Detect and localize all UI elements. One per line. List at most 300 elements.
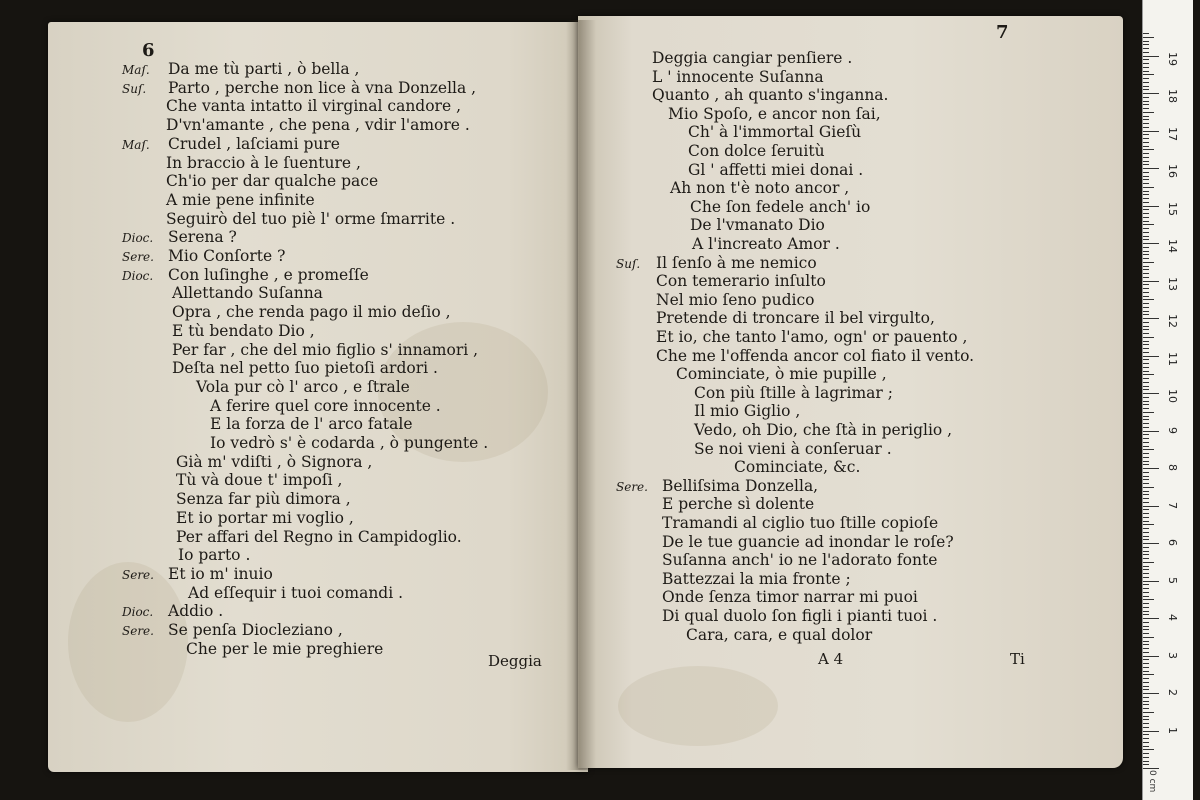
verse-line: Belliſsima Donzella, bbox=[662, 476, 819, 495]
verse-line: A l'increato Amor . bbox=[692, 235, 840, 253]
ruler-tick bbox=[1143, 764, 1149, 765]
ruler-tick bbox=[1143, 532, 1149, 533]
ruler-tick bbox=[1143, 37, 1154, 38]
ruler-tick bbox=[1143, 224, 1154, 225]
ruler-tick bbox=[1143, 734, 1149, 735]
verse-line: Addio . bbox=[168, 602, 224, 621]
verse-line: Con più ſtille à lagrimar ; bbox=[694, 383, 893, 402]
ruler-tick bbox=[1143, 746, 1149, 747]
ruler-tick bbox=[1143, 209, 1149, 210]
ruler-tick bbox=[1143, 352, 1149, 353]
ruler-tick bbox=[1143, 386, 1149, 387]
speaker-label: Sere. bbox=[122, 624, 154, 638]
ruler-tick bbox=[1143, 307, 1149, 308]
ruler-tick bbox=[1143, 337, 1154, 338]
verse-line: Il ſenſo à me nemico bbox=[656, 253, 817, 272]
ruler-tick bbox=[1143, 67, 1149, 68]
ruler-tick bbox=[1143, 543, 1159, 544]
verse-line: Crudel , laſciami pure bbox=[168, 134, 340, 153]
verse-line: Vedo, oh Dio, che ſtà in periglio , bbox=[694, 421, 953, 439]
ruler-tick bbox=[1143, 389, 1149, 390]
ruler-tick bbox=[1143, 682, 1149, 683]
ruler-tick bbox=[1143, 393, 1159, 394]
ruler-number: 6 bbox=[1166, 539, 1179, 546]
verse-line: Che ſon fedele anch' io bbox=[690, 197, 871, 216]
speaker-label: Sere. bbox=[122, 250, 154, 264]
ruler-tick bbox=[1143, 281, 1159, 282]
ruler-tick bbox=[1143, 78, 1149, 79]
speaker-label: Sere. bbox=[616, 479, 648, 494]
ruler-tick bbox=[1143, 104, 1149, 105]
ruler-tick bbox=[1143, 168, 1159, 169]
ruler-tick bbox=[1143, 588, 1149, 589]
paper-stain bbox=[68, 562, 188, 722]
ruler-number: 15 bbox=[1166, 201, 1179, 216]
ruler-tick bbox=[1143, 566, 1149, 567]
ruler-tick bbox=[1143, 599, 1154, 600]
verse-line: Et io, che tanto l'amo, ogn' or pauento , bbox=[656, 328, 968, 346]
verse-line: Di qual duolo ſon figli i pianti tuoi . bbox=[662, 607, 938, 625]
ruler-tick bbox=[1143, 416, 1149, 417]
ruler-tick bbox=[1143, 303, 1149, 304]
ruler-tick bbox=[1143, 569, 1149, 570]
ruler-tick bbox=[1143, 592, 1149, 593]
ruler-tick bbox=[1143, 524, 1154, 525]
ruler-tick bbox=[1143, 153, 1149, 154]
ruler-tick bbox=[1143, 108, 1149, 109]
verse-line: Serena ? bbox=[168, 228, 237, 247]
ruler-tick bbox=[1143, 262, 1154, 263]
ruler-tick bbox=[1143, 172, 1149, 173]
ruler-tick bbox=[1143, 442, 1149, 443]
speaker-label: Maſ. bbox=[122, 137, 150, 152]
ruler-tick bbox=[1143, 716, 1149, 717]
ruler-tick bbox=[1143, 273, 1149, 274]
ruler-tick bbox=[1143, 461, 1149, 462]
ruler-tick bbox=[1143, 656, 1159, 657]
ruler-tick bbox=[1143, 86, 1149, 87]
ruler-tick bbox=[1143, 247, 1149, 248]
ruler-tick bbox=[1143, 187, 1154, 188]
ruler-tick bbox=[1143, 344, 1149, 345]
ruler-number: 12 bbox=[1166, 314, 1179, 328]
ruler-tick bbox=[1143, 292, 1149, 293]
right-page-number: 7 bbox=[996, 22, 1009, 43]
verse-line: Mio Spoſo, e ancor non ſai, bbox=[668, 104, 881, 123]
ruler-tick bbox=[1143, 322, 1149, 323]
ruler-tick bbox=[1143, 652, 1149, 653]
ruler-tick bbox=[1143, 611, 1149, 612]
ruler-tick bbox=[1143, 401, 1149, 402]
ruler-tick bbox=[1143, 667, 1149, 668]
ruler-tick bbox=[1143, 146, 1149, 147]
ruler-tick bbox=[1143, 596, 1149, 597]
verse-line: Battezzai la mia fronte ; bbox=[662, 569, 851, 588]
ruler-tick bbox=[1143, 483, 1149, 484]
verse-line: Tù và doue t' impoſi , bbox=[176, 471, 343, 490]
verse-line: Ah non t'è noto ancor , bbox=[670, 179, 850, 198]
ruler-tick bbox=[1143, 89, 1149, 90]
ruler-tick bbox=[1143, 299, 1154, 300]
ruler-number: 11 bbox=[1166, 351, 1179, 366]
ruler-tick bbox=[1143, 97, 1149, 98]
verse-line: Et io portar mi voglio , bbox=[176, 508, 354, 527]
ruler-tick bbox=[1143, 243, 1159, 244]
verse-line: Io parto . bbox=[178, 546, 251, 565]
ruler-tick bbox=[1143, 258, 1149, 259]
ruler-tick bbox=[1143, 191, 1149, 192]
ruler-tick bbox=[1143, 161, 1149, 162]
ruler-tick bbox=[1143, 93, 1159, 94]
ruler-tick bbox=[1143, 712, 1154, 713]
ruler-tick bbox=[1143, 266, 1149, 267]
speaker-label: Sere. bbox=[122, 567, 154, 582]
ruler-tick bbox=[1143, 367, 1149, 368]
speaker-label: Suſ. bbox=[616, 256, 641, 271]
verse-line: Se penſa Diocleziano , bbox=[168, 621, 343, 639]
ruler-tick bbox=[1143, 269, 1149, 270]
ruler-tick bbox=[1143, 82, 1149, 83]
ruler-tick bbox=[1143, 562, 1154, 563]
ruler-tick bbox=[1143, 239, 1149, 240]
ruler-number: 8 bbox=[1166, 464, 1179, 471]
ruler-tick bbox=[1143, 251, 1149, 252]
verse-line: E la forza de l' arco fatale bbox=[210, 415, 413, 434]
ruler-tick bbox=[1143, 749, 1154, 750]
ruler-tick bbox=[1143, 431, 1159, 432]
ruler-tick bbox=[1143, 202, 1149, 203]
ruler-tick bbox=[1143, 427, 1149, 428]
ruler-tick bbox=[1143, 382, 1149, 383]
ruler-tick bbox=[1143, 622, 1149, 623]
ruler-tick bbox=[1143, 674, 1154, 675]
ruler-tick bbox=[1143, 123, 1149, 124]
verse-line: Seguirò del tuo piè l' orme ſmarrite . bbox=[166, 209, 456, 228]
ruler-tick bbox=[1143, 472, 1149, 473]
verse-line: E perche sì dolente bbox=[662, 495, 815, 514]
ruler-tick bbox=[1143, 686, 1149, 687]
ruler-tick bbox=[1143, 629, 1149, 630]
verse-line: Ch' à l'immortal Gieſù bbox=[688, 123, 862, 142]
ruler-tick bbox=[1143, 341, 1149, 342]
ruler-tick bbox=[1143, 536, 1149, 537]
ruler-tick bbox=[1143, 464, 1149, 465]
verse-line: L ' innocente Suſanna bbox=[652, 67, 824, 86]
ruler-tick bbox=[1143, 232, 1149, 233]
ruler-tick bbox=[1143, 63, 1149, 64]
verse-line: A mie pene infinite bbox=[166, 190, 315, 209]
ruler-tick bbox=[1143, 581, 1159, 582]
ruler-tick bbox=[1143, 678, 1149, 679]
ruler-number: 7 bbox=[1166, 501, 1179, 509]
verse-line: Che vanta intatto il virginal candore , bbox=[166, 97, 461, 116]
verse-line: In braccio à le ſuenture , bbox=[166, 153, 361, 172]
ruler-tick bbox=[1143, 727, 1149, 728]
ruler-tick bbox=[1143, 408, 1149, 409]
verse-line: Che per le mie preghiere bbox=[186, 639, 384, 658]
verse-line: Tramandi al ciglio tuo ſtille copioſe bbox=[662, 514, 939, 532]
ruler-tick bbox=[1143, 329, 1149, 330]
ruler-tick bbox=[1143, 314, 1149, 315]
ruler-tick bbox=[1143, 487, 1154, 488]
ruler-tick bbox=[1143, 633, 1149, 634]
left-page-number: 6 bbox=[142, 40, 155, 61]
speaker-label: Maſ. bbox=[122, 63, 150, 77]
ruler-tick bbox=[1143, 277, 1149, 278]
ruler-tick bbox=[1143, 603, 1149, 604]
ruler-tick bbox=[1143, 506, 1159, 507]
ruler-tick bbox=[1143, 648, 1149, 649]
left-catchword: Deggia bbox=[488, 652, 542, 670]
ruler-tick bbox=[1143, 71, 1149, 72]
ruler-tick bbox=[1143, 494, 1149, 495]
ruler-tick bbox=[1143, 517, 1149, 518]
ruler-tick bbox=[1143, 194, 1149, 195]
verse-line: Il mio Giglio , bbox=[694, 402, 801, 421]
verse-line: Cominciate, &c. bbox=[734, 458, 861, 477]
ruler-tick bbox=[1143, 641, 1149, 642]
ruler-tick bbox=[1143, 318, 1159, 319]
ruler-tick bbox=[1143, 423, 1149, 424]
verse-line: Con luſinghe , e promeſſe bbox=[168, 265, 369, 284]
ruler-tick bbox=[1143, 183, 1149, 184]
ruler-tick bbox=[1143, 236, 1149, 237]
verse-line: Parto , perche non lice à vna Donzella , bbox=[168, 78, 477, 97]
ruler-tick bbox=[1143, 48, 1149, 49]
ruler-tick bbox=[1143, 738, 1149, 739]
ruler-tick bbox=[1143, 453, 1149, 454]
ruler-tick bbox=[1143, 33, 1149, 34]
ruler-tick bbox=[1143, 607, 1149, 608]
verse-line: Deggia cangiar penſiere . bbox=[652, 49, 853, 67]
right-signature: A 4 bbox=[818, 650, 844, 668]
ruler-tick bbox=[1143, 52, 1149, 53]
verse-line: Cara, cara, e qual dolor bbox=[686, 625, 873, 644]
verse-line: E tù bendato Dio , bbox=[172, 321, 315, 340]
ruler-tick bbox=[1143, 491, 1149, 492]
ruler-tick bbox=[1143, 708, 1149, 709]
ruler-tick bbox=[1143, 142, 1149, 143]
verse-line: Allettando Suſanna bbox=[172, 284, 323, 303]
ruler-tick bbox=[1143, 157, 1149, 158]
ruler-tick bbox=[1143, 539, 1149, 540]
verse-line: Con temerario inſulto bbox=[656, 272, 826, 291]
book-gutter bbox=[566, 20, 596, 770]
ruler-tick bbox=[1143, 509, 1149, 510]
ruler-tick bbox=[1143, 296, 1149, 297]
ruler-tick bbox=[1143, 348, 1149, 349]
ruler-tick bbox=[1143, 498, 1149, 499]
verse-line: Suſanna anch' io ne l'adorato fonte bbox=[662, 551, 938, 570]
verse-line: Che me l'offenda ancor col fiato il vento. bbox=[656, 346, 975, 365]
ruler-tick bbox=[1143, 41, 1149, 42]
verse-line: Pretende di troncare il bel virgulto, bbox=[656, 309, 935, 328]
ruler-tick bbox=[1143, 311, 1149, 312]
verse-line: Già m' vdiſti , ò Signora , bbox=[176, 452, 373, 471]
verse-line: D'vn'amante , che pena , vdir l'amore . bbox=[166, 116, 470, 135]
ruler-tick bbox=[1143, 547, 1149, 548]
verse-line: A ferire quel core innocente . bbox=[210, 396, 441, 415]
ruler-tick bbox=[1143, 149, 1154, 150]
ruler-tick bbox=[1143, 112, 1154, 113]
ruler-tick bbox=[1143, 131, 1159, 132]
ruler-tick bbox=[1143, 521, 1149, 522]
ruler-tick bbox=[1143, 659, 1149, 660]
ruler-number: 14 bbox=[1166, 239, 1179, 253]
ruler-tick bbox=[1143, 179, 1149, 180]
ruler-tick bbox=[1143, 221, 1149, 222]
ruler-tick bbox=[1143, 513, 1149, 514]
ruler-tick bbox=[1143, 584, 1149, 585]
ruler-number: 17 bbox=[1166, 126, 1179, 141]
ruler-tick bbox=[1143, 363, 1149, 364]
verse-line: Vola pur cò l' arco , e ſtrale bbox=[196, 377, 410, 396]
ruler-tick bbox=[1143, 663, 1149, 664]
ruler-tick bbox=[1143, 558, 1149, 559]
ruler-tick bbox=[1143, 326, 1149, 327]
ruler-tick bbox=[1143, 333, 1149, 334]
speaker-label: Dioc. bbox=[122, 231, 154, 246]
ruler-number: 9 bbox=[1166, 426, 1179, 434]
ruler-tick bbox=[1143, 753, 1149, 754]
verse-line: De le tue guancie ad inondar le roſe? bbox=[662, 532, 954, 551]
ruler-tick bbox=[1143, 731, 1159, 732]
ruler-tick bbox=[1143, 412, 1154, 413]
verse-line: Mio Conſorte ? bbox=[168, 247, 286, 265]
verse-line: De l'vmanato Dio bbox=[690, 216, 825, 235]
ruler-tick bbox=[1143, 59, 1149, 60]
ruler-tick bbox=[1143, 254, 1149, 255]
speaker-label: Dioc. bbox=[122, 268, 154, 283]
ruler-number: 1 bbox=[1166, 726, 1179, 734]
ruler-tick bbox=[1143, 614, 1149, 615]
ruler-tick bbox=[1143, 101, 1149, 102]
ruler-tick bbox=[1143, 618, 1159, 619]
verse-line: Et io m' inuio bbox=[168, 564, 273, 583]
ruler-tick bbox=[1143, 768, 1159, 769]
ruler-tick bbox=[1143, 164, 1149, 165]
ruler-tick bbox=[1143, 359, 1149, 360]
ruler-number: 13 bbox=[1166, 276, 1179, 291]
ruler-number: 5 bbox=[1166, 576, 1179, 584]
verse-line: Nel mio ſeno pudico bbox=[656, 290, 815, 309]
ruler-tick bbox=[1143, 206, 1159, 207]
ruler-tick bbox=[1143, 719, 1149, 720]
ruler-tick bbox=[1143, 554, 1149, 555]
ruler-tick bbox=[1143, 626, 1149, 627]
ruler-tick bbox=[1143, 468, 1159, 469]
ruler-tick bbox=[1143, 213, 1149, 214]
ruler-tick bbox=[1143, 374, 1154, 375]
ruler-tick bbox=[1143, 637, 1154, 638]
ruler-tick bbox=[1143, 419, 1149, 420]
ruler-tick bbox=[1143, 397, 1149, 398]
ruler-tick bbox=[1143, 356, 1159, 357]
ruler-tick bbox=[1143, 449, 1154, 450]
ruler-tick bbox=[1143, 689, 1149, 690]
ruler-tick bbox=[1143, 457, 1149, 458]
ruler-tick bbox=[1143, 644, 1149, 645]
ruler-tick bbox=[1143, 742, 1149, 743]
ruler-tick bbox=[1143, 528, 1149, 529]
ruler-tick bbox=[1143, 378, 1149, 379]
verse-line: Ad eſſequir i tuoi comandi . bbox=[188, 583, 404, 602]
ruler-tick bbox=[1143, 434, 1149, 435]
ruler-tick bbox=[1143, 56, 1159, 57]
verse-line: Opra , che renda pago il mio deſio , bbox=[172, 303, 451, 322]
ruler-tick bbox=[1143, 761, 1149, 762]
ruler-number: 16 bbox=[1166, 164, 1179, 178]
paper-stain bbox=[618, 666, 778, 746]
ruler-tick bbox=[1143, 44, 1149, 45]
ruler-tick bbox=[1143, 371, 1149, 372]
ruler-tick bbox=[1143, 479, 1149, 480]
ruler-tick bbox=[1143, 74, 1154, 75]
ruler-tick bbox=[1143, 723, 1149, 724]
ruler-tick bbox=[1143, 551, 1149, 552]
ruler-tick bbox=[1143, 704, 1149, 705]
ruler-tick bbox=[1143, 757, 1149, 758]
ruler-unit-label: 0 cm bbox=[1147, 770, 1157, 793]
ruler-number: 3 bbox=[1166, 651, 1179, 659]
verse-line: Io vedrò s' è codarda , ò pungente . bbox=[210, 434, 489, 452]
ruler-tick bbox=[1143, 198, 1149, 199]
verse-line: Per far , che del mio figlio s' innamori , bbox=[172, 340, 479, 359]
ruler-tick bbox=[1143, 288, 1149, 289]
verse-line: Cominciate, ò mie pupille , bbox=[676, 365, 887, 384]
verse-line: Ch'io per dar qualche pace bbox=[166, 172, 379, 191]
measurement-ruler bbox=[1142, 0, 1193, 800]
right-catchword: Ti bbox=[1010, 650, 1025, 668]
ruler-tick bbox=[1143, 577, 1149, 578]
ruler-tick bbox=[1143, 119, 1149, 120]
ruler-tick bbox=[1143, 573, 1149, 574]
verse-line: Con dolce ſeruitù bbox=[688, 142, 825, 160]
ruler-tick bbox=[1143, 404, 1149, 405]
verse-line: Da me tù parti , ò bella , bbox=[168, 60, 360, 78]
ruler-number: 19 bbox=[1166, 51, 1179, 66]
ruler-number: 10 bbox=[1166, 389, 1179, 403]
verse-line: Senza far più dimora , bbox=[176, 490, 351, 509]
ruler-tick bbox=[1143, 697, 1149, 698]
ruler-tick bbox=[1143, 134, 1149, 135]
verse-line: Se noi vieni à conſeruar . bbox=[694, 439, 892, 458]
ruler-tick bbox=[1143, 217, 1149, 218]
ruler-tick bbox=[1143, 671, 1149, 672]
ruler-number: 18 bbox=[1166, 89, 1179, 103]
ruler-tick bbox=[1143, 502, 1149, 503]
ruler-tick bbox=[1143, 476, 1149, 477]
ruler-tick bbox=[1143, 138, 1149, 139]
ruler-number: 2 bbox=[1166, 689, 1179, 696]
ruler-tick bbox=[1143, 284, 1149, 285]
ruler-tick bbox=[1143, 438, 1149, 439]
verse-line: Per affari del Regno in Campidoglio. bbox=[176, 527, 462, 546]
ruler-tick bbox=[1143, 116, 1149, 117]
speaker-label: Suſ. bbox=[122, 81, 147, 96]
ruler-tick bbox=[1143, 176, 1149, 177]
verse-line: Quanto , ah quanto s'inganna. bbox=[652, 86, 889, 105]
ruler-tick bbox=[1143, 701, 1149, 702]
verse-line: Deſta nel petto ſuo pietoſi ardori . bbox=[172, 359, 438, 378]
ruler-tick bbox=[1143, 127, 1149, 128]
ruler-tick bbox=[1143, 228, 1149, 229]
ruler-tick bbox=[1143, 693, 1159, 694]
ruler-number: 4 bbox=[1166, 614, 1179, 621]
verse-line: Onde ſenza timor narrar mi puoi bbox=[662, 588, 918, 607]
verse-line: Gl ' affetti miei donai . bbox=[688, 160, 864, 179]
ruler-tick bbox=[1143, 446, 1149, 447]
